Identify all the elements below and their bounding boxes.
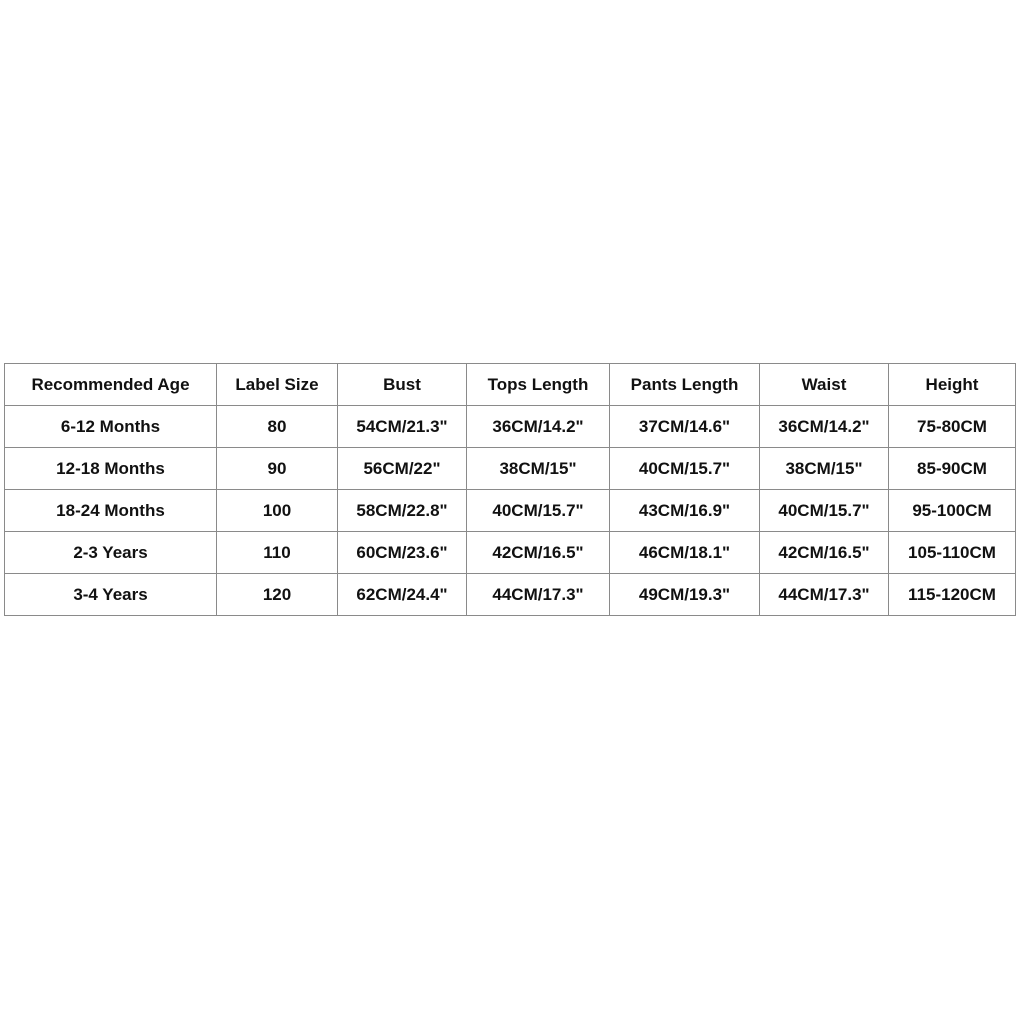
header-pants-length: Pants Length bbox=[610, 364, 760, 406]
cell-label-size: 90 bbox=[217, 448, 338, 490]
cell-waist: 38CM/15" bbox=[760, 448, 889, 490]
cell-tops-length: 44CM/17.3" bbox=[467, 574, 610, 616]
cell-bust: 60CM/23.6" bbox=[338, 532, 467, 574]
table-row bbox=[5, 406, 1016, 448]
cell-height: 75-80CM bbox=[889, 406, 1016, 448]
cell-pants-length: 37CM/14.6" bbox=[610, 406, 760, 448]
cell-pants-length: 49CM/19.3" bbox=[610, 574, 760, 616]
cell-pants-length: 40CM/15.7" bbox=[610, 448, 760, 490]
cell-recommended-age: 12-18 Months bbox=[5, 448, 217, 490]
table-header bbox=[5, 364, 1016, 406]
cell-recommended-age: 6-12 Months bbox=[5, 406, 217, 448]
cell-label-size: 120 bbox=[217, 574, 338, 616]
header-recommended-age: Recommended Age bbox=[5, 364, 217, 406]
cell-height: 95-100CM bbox=[889, 490, 1016, 532]
cell-height: 115-120CM bbox=[889, 574, 1016, 616]
cell-waist: 44CM/17.3" bbox=[760, 574, 889, 616]
table-row bbox=[5, 574, 1016, 616]
header-height: Height bbox=[889, 364, 1016, 406]
cell-bust: 58CM/22.8" bbox=[338, 490, 467, 532]
cell-recommended-age: 18-24 Months bbox=[5, 490, 217, 532]
cell-tops-length: 40CM/15.7" bbox=[467, 490, 610, 532]
cell-height: 85-90CM bbox=[889, 448, 1016, 490]
table-row bbox=[5, 490, 1016, 532]
header-waist: Waist bbox=[760, 364, 889, 406]
cell-bust: 62CM/24.4" bbox=[338, 574, 467, 616]
cell-waist: 40CM/15.7" bbox=[760, 490, 889, 532]
size-chart-table bbox=[4, 363, 1016, 616]
cell-tops-length: 42CM/16.5" bbox=[467, 532, 610, 574]
cell-pants-length: 46CM/18.1" bbox=[610, 532, 760, 574]
table-row bbox=[5, 532, 1016, 574]
cell-tops-length: 38CM/15" bbox=[467, 448, 610, 490]
cell-height: 105-110CM bbox=[889, 532, 1016, 574]
table-row bbox=[5, 448, 1016, 490]
header-tops-length: Tops Length bbox=[467, 364, 610, 406]
cell-label-size: 110 bbox=[217, 532, 338, 574]
cell-recommended-age: 3-4 Years bbox=[5, 574, 217, 616]
cell-bust: 54CM/21.3" bbox=[338, 406, 467, 448]
table-body bbox=[5, 406, 1016, 616]
cell-label-size: 80 bbox=[217, 406, 338, 448]
header-bust: Bust bbox=[338, 364, 467, 406]
cell-label-size: 100 bbox=[217, 490, 338, 532]
cell-waist: 42CM/16.5" bbox=[760, 532, 889, 574]
cell-bust: 56CM/22" bbox=[338, 448, 467, 490]
cell-waist: 36CM/14.2" bbox=[760, 406, 889, 448]
cell-pants-length: 43CM/16.9" bbox=[610, 490, 760, 532]
header-row bbox=[5, 364, 1016, 406]
cell-tops-length: 36CM/14.2" bbox=[467, 406, 610, 448]
cell-recommended-age: 2-3 Years bbox=[5, 532, 217, 574]
header-label-size: Label Size bbox=[217, 364, 338, 406]
